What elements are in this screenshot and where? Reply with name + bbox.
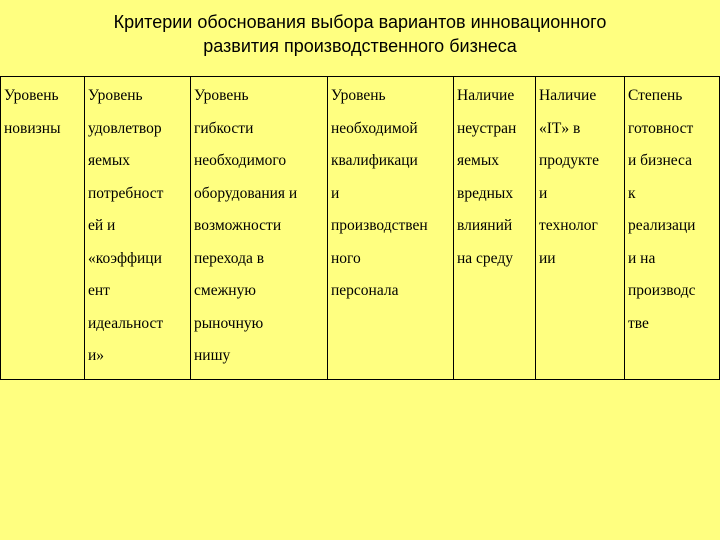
cell-line: реализаци: [628, 217, 696, 234]
cell-line: необходимого: [194, 152, 287, 169]
cell-line: Уровень: [331, 87, 386, 104]
cell-line: Уровень: [88, 87, 143, 104]
cell-line: рыночную: [194, 314, 264, 332]
cell-line: готовност: [628, 119, 694, 137]
cell-line: новизны: [4, 119, 61, 137]
cell-line: вредных: [457, 184, 514, 202]
cell-line: продукте: [539, 152, 599, 169]
cell-line: тве: [628, 314, 649, 332]
table-row: [1, 77, 720, 380]
criteria-table: [0, 76, 720, 380]
criterion-flexibility-cell: [191, 77, 328, 380]
slide-title: [0, 10, 720, 58]
cell-line: перехода в: [194, 249, 265, 267]
cell-line: и: [331, 184, 340, 202]
cell-line: яемых: [457, 152, 499, 169]
cell-line: Уровень: [194, 87, 249, 104]
cell-line: оборудования и: [194, 184, 298, 202]
cell-line: смежную: [194, 282, 256, 299]
cell-line: и на: [628, 249, 656, 267]
cell-line: нишу: [194, 347, 231, 364]
cell-line: удовлетвор: [88, 119, 162, 137]
cell-line: квалификаци: [331, 152, 418, 169]
criterion-needs-satisfaction-cell: [85, 77, 191, 380]
criterion-qualification-cell: [328, 77, 454, 380]
cell-line: Степень: [628, 87, 683, 104]
cell-line: яемых: [88, 152, 130, 169]
cell-line: возможности: [194, 217, 282, 234]
cell-line: потребност: [88, 184, 164, 202]
cell-line: к: [628, 184, 636, 202]
cell-line: Наличие: [539, 87, 597, 104]
cell-line: неустран: [457, 119, 517, 137]
criterion-novelty-cell: [1, 77, 85, 380]
cell-line: ей и: [88, 217, 116, 234]
cell-line: необходимой: [331, 119, 418, 137]
cell-line: влияний: [457, 217, 513, 234]
cell-line: «коэффици: [88, 249, 162, 267]
criterion-harmful-effects-cell: [454, 77, 536, 380]
cell-line: и: [539, 184, 548, 202]
criterion-business-readiness-cell: [625, 77, 720, 380]
cell-line: идеальност: [88, 314, 164, 332]
cell-line: ент: [88, 282, 110, 299]
cell-line: и»: [88, 347, 105, 364]
cell-line: персонала: [331, 282, 399, 299]
cell-line: технолог: [539, 217, 598, 234]
cell-line: производствен: [331, 217, 428, 234]
cell-line: на среду: [457, 249, 513, 267]
cell-line: гибкости: [194, 119, 254, 137]
cell-line: Наличие: [457, 87, 515, 104]
cell-line: «IT» в: [539, 119, 581, 137]
title-line-2: развития производственного бизнеса: [203, 36, 517, 56]
title-line-1: Критерии обоснования выбора вариантов инновационного: [113, 12, 607, 32]
cell-line: производс: [628, 282, 696, 299]
cell-line: ии: [539, 249, 556, 267]
cell-line: ного: [331, 249, 361, 267]
criterion-it-presence-cell: [536, 77, 625, 380]
cell-line: Уровень: [4, 87, 59, 104]
cell-line: и бизнеса: [628, 152, 692, 169]
